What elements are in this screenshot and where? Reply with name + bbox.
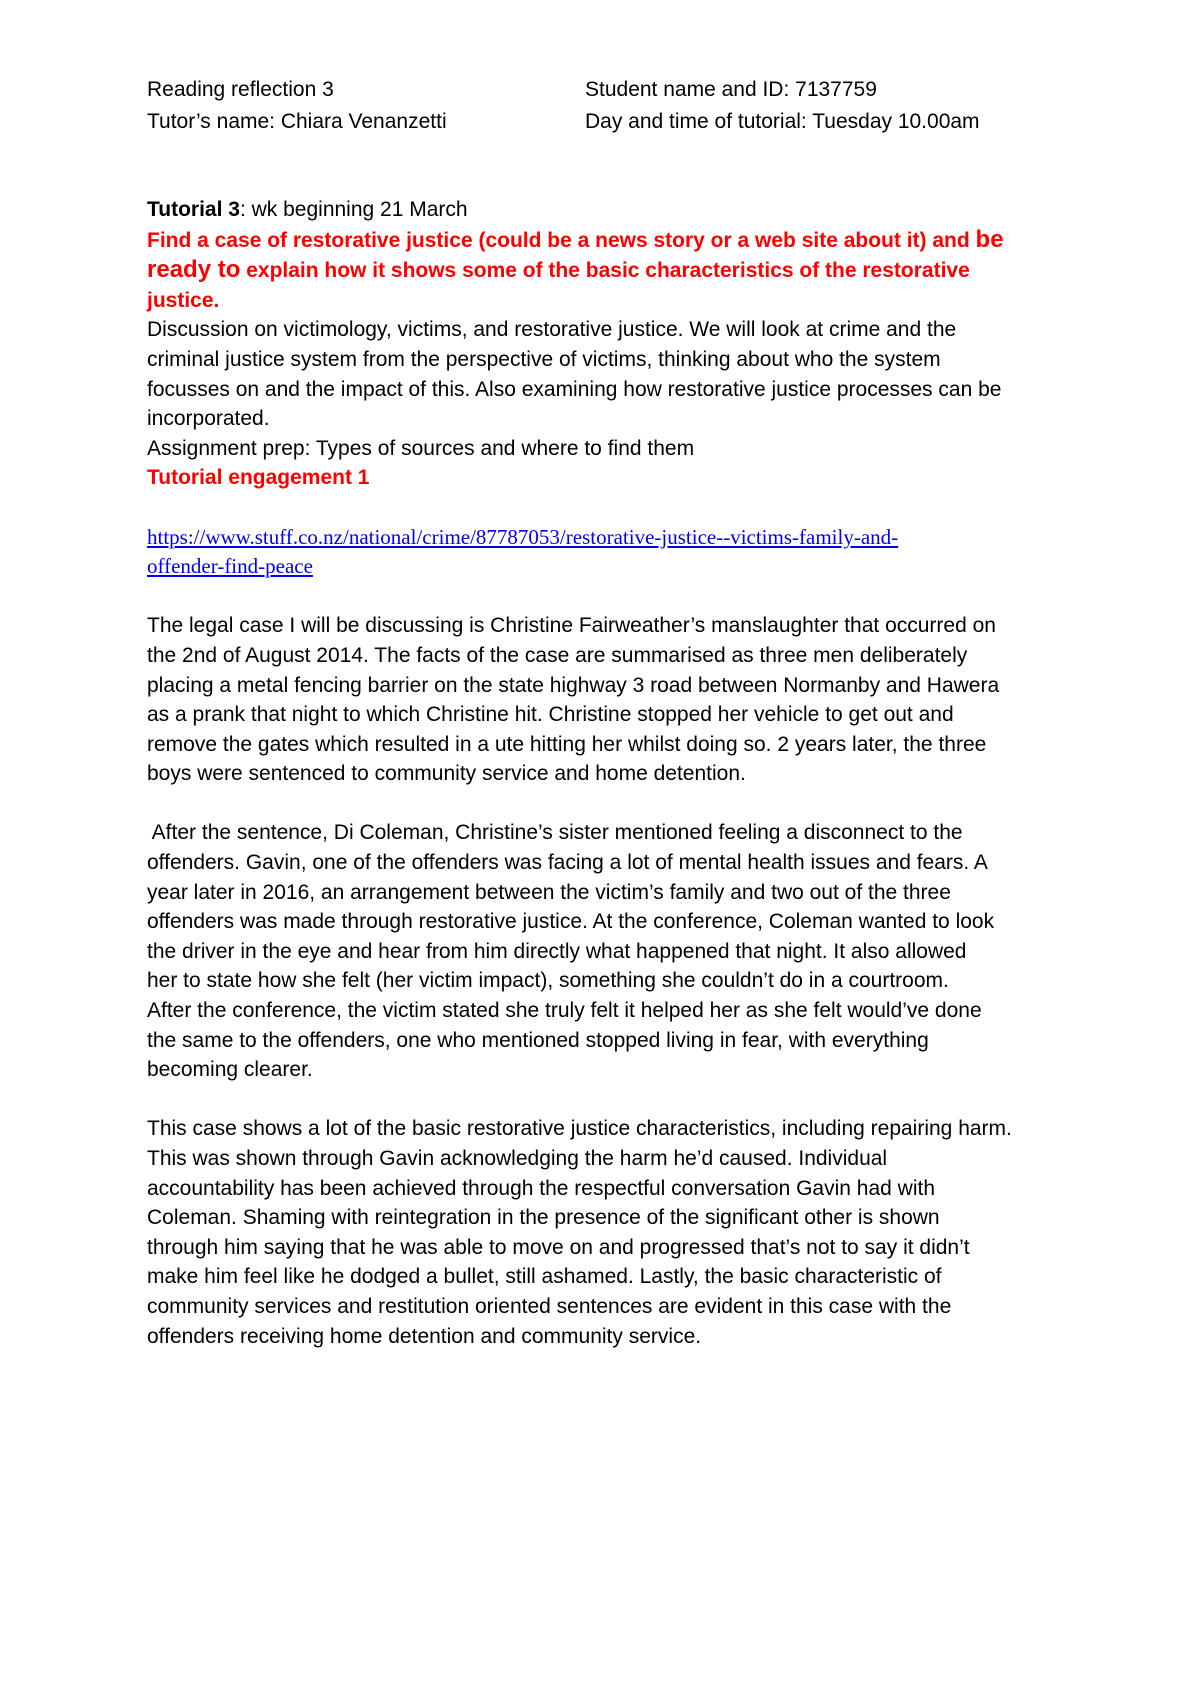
paragraph-line: After the sentence, Di Coleman, Christine’s sister mentioned feeling a disconnect to the: [147, 821, 963, 845]
paragraph-line: remove the gates which resulted in a ute hitting her whilst doing so. 2 years later, the three: [147, 732, 987, 756]
paragraph-line: becoming clearer.: [147, 1058, 313, 1082]
discussion-line: incorporated.: [147, 407, 270, 431]
spacer: [147, 1085, 1077, 1115]
task-text-2b: explain how it shows some of the basic characteristics of the restorative: [240, 259, 970, 283]
tutorial-heading-rest: : wk beginning 21 March: [239, 198, 468, 221]
discussion-line: focusses on and the impact of this. Also examining how restorative justice processes can be: [147, 377, 1002, 401]
paragraph-line: as a prank that night to which Christine hit. Christine stopped her vehicle to get out and: [147, 703, 954, 727]
article-link-line-1[interactable]: https://www.stuff.co.nz/national/crime/87787053/restorative-justice--victims-family-and-: [147, 524, 899, 549]
task-line-2: [147, 255, 1077, 286]
task-text-1b: be: [975, 225, 1004, 253]
paragraph-line: the same to the offenders, one who mentioned stopped living in fear, with everything: [147, 1028, 929, 1052]
header-row-2: [147, 106, 1067, 138]
reflection-title: Reading reflection 3: [147, 78, 334, 101]
paragraph-line: Coleman. Shaming with reintegration in the presence of the significant other is shown: [147, 1206, 940, 1230]
paragraph-line: year later in 2016, an arrangement between the victim’s family and two out of the three: [147, 880, 951, 904]
paragraph-line: through him saying that he was able to move on and progressed that’s not to say it didn’t: [147, 1235, 970, 1259]
tutorial-heading: [147, 195, 1077, 225]
paragraph-line: This was shown through Gavin acknowledging the harm he’d caused. Individual: [147, 1147, 888, 1170]
paragraph-line: community services and restitution oriented sentences are evident in this case with the: [147, 1294, 952, 1318]
assignment-prep: Assignment prep: Types of sources and where to find them: [147, 436, 695, 460]
paragraph-line: This case shows a lot of the basic restorative justice characteristics, including repairing harm.: [147, 1117, 1012, 1141]
paragraph-line: accountability has been achieved through the respectful conversation Gavin had with: [147, 1176, 935, 1200]
task-line-3: justice.: [147, 288, 220, 312]
paragraph-characteristics: [147, 1114, 1077, 1351]
tutorial-time: Day and time of tutorial: Tuesday 10.00am: [585, 110, 980, 133]
paragraph-line: offenders. Gavin, one of the offenders was facing a lot of mental health issues and fears. A: [147, 851, 988, 875]
document-body: [147, 195, 1077, 1351]
document-header: [147, 74, 1067, 138]
spacer: [147, 789, 1077, 819]
paragraph-line: offenders was made through restorative justice. At the conference, Coleman wanted to look: [147, 910, 995, 934]
discussion-line: criminal justice system from the perspective of victims, thinking about who the system: [147, 347, 941, 371]
paragraph-line: the driver in the eye and hear from him directly what happened that night. It also allowed: [147, 939, 967, 963]
paragraph-line: make him feel like he dodged a bullet, still ashamed. Lastly, the basic characteristic of: [147, 1265, 942, 1289]
spacer: [147, 582, 1077, 612]
article-link[interactable]: [147, 523, 1077, 553]
paragraph-line: After the conference, the victim stated she truly felt it helped her as she felt would’ve done: [147, 999, 982, 1023]
article-link-cont[interactable]: [147, 552, 1077, 582]
article-link-line-2[interactable]: offender-find-peace: [147, 554, 313, 579]
tutor-name: Tutor’s name: Chiara Venanzetti: [147, 110, 447, 133]
paragraph-line: the 2nd of August 2014. The facts of the case are summarised as three men deliberately: [147, 643, 968, 667]
task-line-1: [147, 225, 1077, 256]
paragraph-line: offenders receiving home detention and community service.: [147, 1324, 702, 1348]
tutorial-engagement: Tutorial engagement 1: [147, 466, 370, 490]
paragraph-line: boys were sentenced to community service and home detention.: [147, 762, 746, 786]
task-text-1a: Find a case of restorative justice (could be a news story or a web site about it) and: [147, 228, 976, 252]
task-text-2a: ready to: [147, 256, 241, 284]
header-row-1: [147, 74, 1067, 106]
discussion-line: Discussion on victimology, victims, and restorative justice. We will look at crime and the: [147, 318, 957, 342]
student-name-id: Student name and ID: 7137759: [585, 78, 877, 101]
paragraph-line: her to state how she felt (her victim impact), something she couldn’t do in a courtroom.: [147, 969, 949, 993]
paragraph-line: The legal case I will be discussing is Christine Fairweather’s manslaughter that occurred on: [147, 614, 996, 638]
paragraph-case-facts: [147, 611, 1077, 789]
tutorial-heading-bold: Tutorial 3: [147, 198, 240, 221]
paragraph-line: placing a metal fencing barrier on the state highway 3 road between Normanby and Hawera: [147, 673, 1000, 697]
spacer: [147, 493, 1077, 523]
paragraph-restorative-process: [147, 818, 1077, 1084]
